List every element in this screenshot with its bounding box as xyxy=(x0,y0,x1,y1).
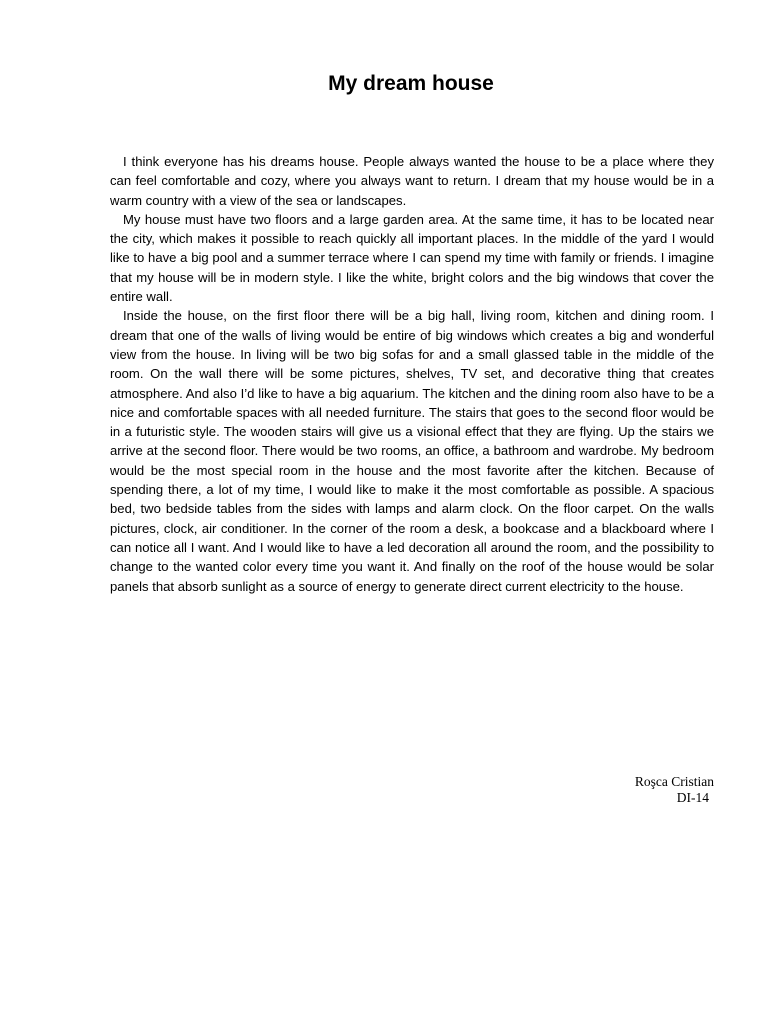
paragraph-1: I think everyone has his dreams house. People always wanted the house to be a place where they can feel comfortable and cozy, where you always want to return. I dream that my house would be in a warm country with a view of the sea or landscapes. xyxy=(110,154,714,208)
author-name: Roşca Cristian xyxy=(634,774,714,789)
document-body xyxy=(110,152,714,596)
student-group: DI-14 xyxy=(676,790,709,805)
paragraph-3: Inside the house, on the first floor there will be a big hall, living room, kitchen and dining room. I dream that one of the walls of living would be entire of big windows which creates a big and wonderful view from the house. In living will be two big sofas for and a small glassed table in the middle of the room. On the wall there will be some pictures, shelves, TV set, and decorative thing that creates atmosphere. And also I’d like to have a big aquarium. The kitchen and the dining room also have to be a nice and comfortable spaces with all needed furniture. The stairs that goes to the second floor would be in a futuristic style. The wooden stairs will give us a visional effect that they are flying. Up the stairs we arrive at the second floor. There would be two rooms, an office, a bathroom and wardrobe. My bedroom would be the most special room in the house and the most favorite after the kitchen. Because of spending there, a lot of my time, I would like to make it the most comfortable as possible. A spacious bed, two bedside tables from the sides with lamps and alarm clock. On the floor carpet. On the walls pictures, clock, air conditioner. In the corner of the room a desk, a bookcase and a blackboard where I can notice all I want. And I would like to have a led decoration all around the room, and the possibility to change to the wanted color every time you want it. And finally on the roof of the house would be solar panels that absorb sunlight as a source of energy to generate direct current electricity to the house. xyxy=(110,308,714,594)
document-title: My dream house xyxy=(328,72,494,95)
paragraph-2: My house must have two floors and a large garden area. At the same time, it has to be located near the city, which makes it possible to reach quickly all important places. In the middle of the yard I would like to have a big pool and a summer terrace where I can spend my time with family or friends. I imagine that my house will be in modern style. I like the white, bright colors and the big windows that cover the entire wall. xyxy=(110,211,714,305)
signature-block xyxy=(635,774,714,806)
